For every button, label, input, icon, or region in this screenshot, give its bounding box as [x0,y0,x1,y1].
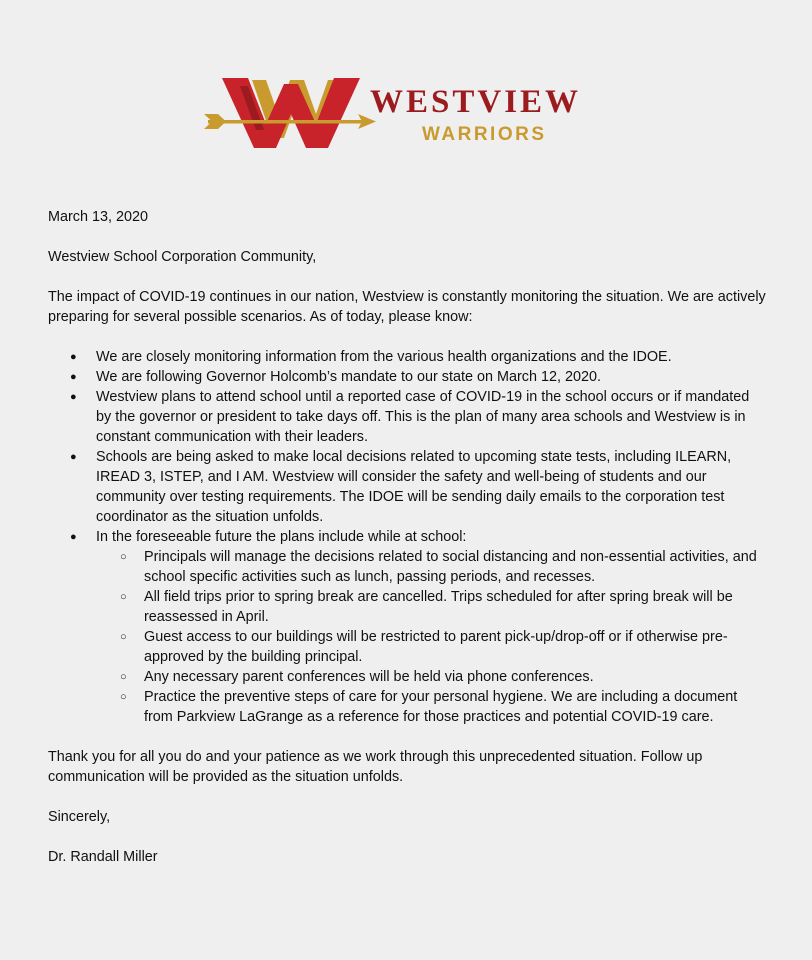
bullet-item-label: In the foreseeable future the plans include while at school: [96,529,467,545]
letter-closing: Thank you for all you do and your patience as we work through this unprecedented situation. Follow up communication will be provided as the situation unfolds. [48,749,703,785]
letter-signoff: Sincerely, [48,809,111,825]
logo-emblem-icon [200,72,620,154]
westview-warriors-logo [200,72,620,154]
letter-signature: Dr. Randall Miller [48,849,158,865]
sub-bullet-item: ○ Any necessary parent conferences will be held via phone conferences. [96,667,768,687]
letter-salutation: Westview School Corporation Community, [48,249,317,265]
bullet-item: ● We are closely monitoring information from the various health organizations and the IDOE. [48,347,768,367]
bullet-item: ● Westview plans to attend school until a reported case of COVID-19 in the school occurs or if mandated by the governor or president to take days off. This is the plan of many area schools and Westview is in constant communication with their leaders. [48,387,768,447]
letter-date: March 13, 2020 [48,209,148,225]
bullet-list [48,347,768,727]
bullet-item-with-sublist [48,527,768,727]
sub-bullet-item: ○ Practice the preventive steps of care for your personal hygiene. We are including a document from Parkview LaGrange as a reference for those practices and potential COVID-19 care. [96,687,768,727]
logo-arrow-fletching [204,114,226,129]
letter-body [48,207,768,867]
sub-bullet-item: ○ Principals will manage the decisions related to social distancing and non-essential activities, and school specific activities such as lunch, passing periods, and recesses. [96,547,768,587]
logo-arrow-shaft [208,120,368,124]
bullet-item: ● Schools are being asked to make local decisions related to upcoming state tests, including ILEARN, IREAD 3, ISTEP, and I AM. Westview will consider the safety and well-being of students and our community over testing requirements. The IDOE will be sending daily emails to the corporation test coordinator as the situation unfolds. [48,447,768,527]
logo-line1: WESTVIEW [370,84,582,120]
sub-bullet-item: ○ All field trips prior to spring break are cancelled. Trips scheduled for after spring break will be reassessed in April. [96,587,768,627]
sub-bullet-item: ○ Guest access to our buildings will be restricted to parent pick-up/drop-off or if otherwise pre-approved by the building principal. [96,627,768,667]
letter-intro: The impact of COVID-19 continues in our nation, Westview is constantly monitoring the situation. We are actively preparing for several possible scenarios. As of today, please know: [48,289,766,325]
bullet-item: ● We are following Governor Holcomb’s mandate to our state on March 12, 2020. [48,367,768,387]
logo-line2: WARRIORS [422,124,547,145]
sub-bullet-list [96,547,768,727]
